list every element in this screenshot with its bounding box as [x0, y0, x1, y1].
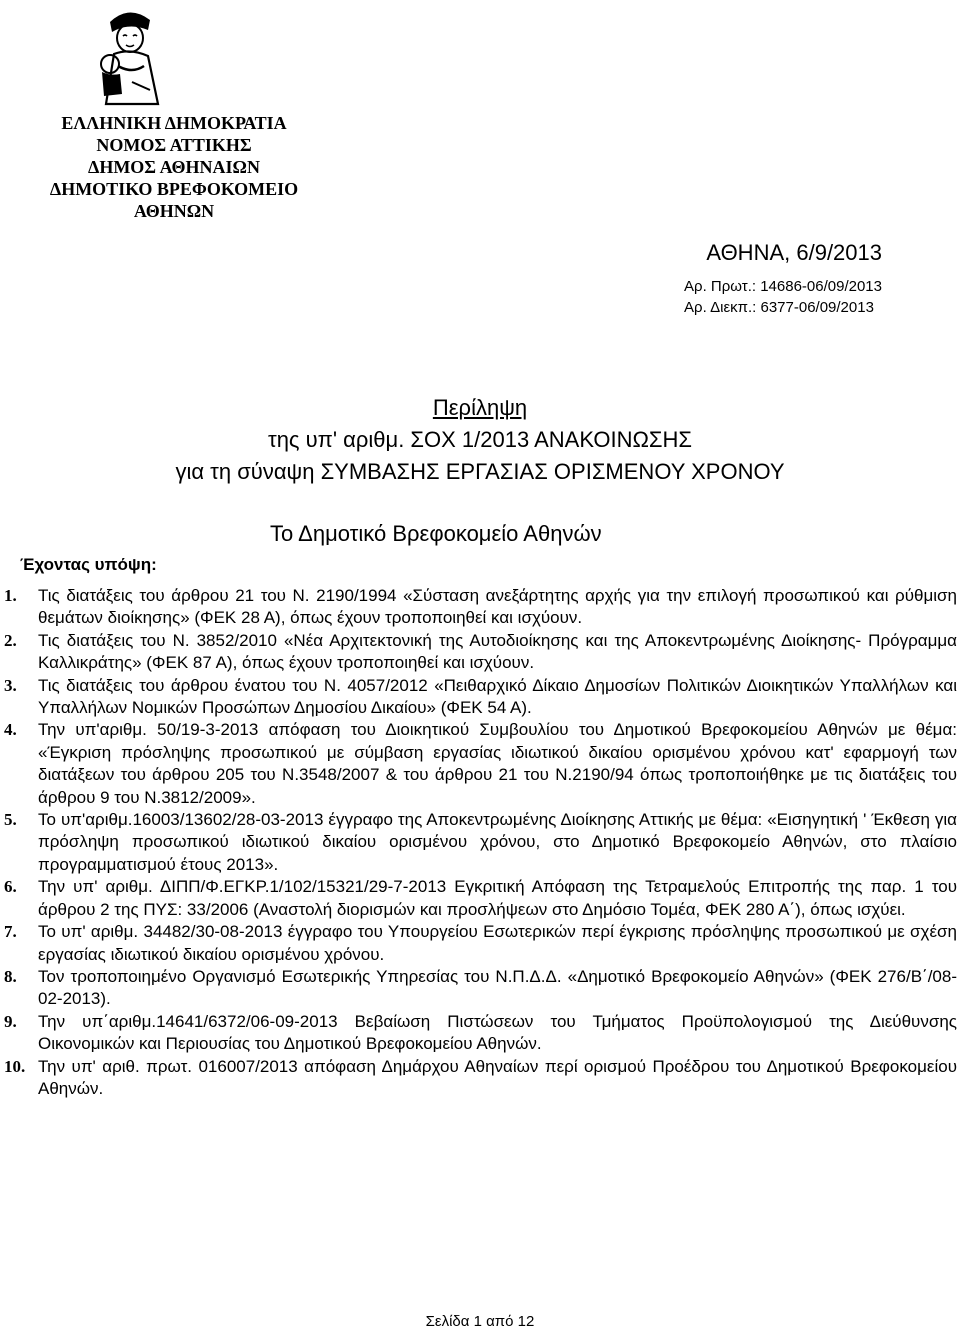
org-line: ΑΘΗΝΩΝ: [133, 201, 215, 221]
item-text: Την υπ' αριθμ. ΔΙΠΠ/Φ.ΕΓΚΡ.1/102/15321/29-7-2013 Εγκριτική Απόφαση της Τετραμελούς Επιτροπής της παρ. 1 του άρθρου 2 της ΠΥΣ: 33/2006 (Αναστολή διορισμών και προσλήψεων στο Δημόσιο Τομέα, ΦΕΚ 280 Α΄), όπως ισχύει.: [38, 877, 957, 919]
list-item: [0, 1056, 960, 1101]
item-text: Τις διατάξεις του άρθρου 21 του Ν. 2190/1994 «Σύσταση ανεξάρτητης αρχής για την επιλογή προσωπικού και ρύθμιση θεμάτων διοίκησης» (ΦΕΚ 28 Α), όπως έχουν τροποποιηθεί και ισχύουν.: [38, 586, 957, 628]
list-item: [0, 876, 960, 921]
org-line: ΕΛΛΗΝΙΚΗ ΔΗΜΟΚΡΑΤΙΑ: [61, 113, 287, 133]
list-item: [0, 966, 960, 1011]
given-heading: Έχοντας υπόψη:: [20, 555, 157, 574]
item-text: Την υπ'αριθμ. 50/19-3-2013 απόφαση του Διοικητικού Συμβουλίου του Δημοτικού Βρεφοκομείου Αθηνών με θέμα: «Έγκριση πρόσληψης προσωπικού με σύμβαση εργασίας ιδιωτικού δικαίου ορισμένου χρόνου κατ' εφαρμογή των διατάξεων του άρθρου 205 του Ν.3548/2007 & του άρθρου 21 του Ν.2190/94 όπως τροποποιήθηκε με τις διατάξεις του άρθρου 9 του Ν.3812/2009».: [38, 720, 957, 807]
org-line: ΔΗΜΟΣ ΑΘΗΝΑΙΩΝ: [88, 157, 260, 177]
item-text: Τις διατάξεις του Ν. 3852/2010 «Νέα Αρχιτεκτονική της Αυτοδιοίκησης και της Αποκεντρωμένης Διοίκησης- Πρόγραμμα Καλλικράτης» (ΦΕΚ 87 Α), όπως έχουν τροποποιηθεί και ισχύουν.: [38, 630, 957, 673]
item-number: 9.: [4, 1011, 17, 1031]
issuer-heading: Το Δημοτικό Βρεφοκομείο Αθηνών: [270, 521, 602, 546]
date-block: [678, 240, 882, 318]
item-number: 7.: [4, 922, 17, 942]
protocol-number: Αρ. Πρωτ.: 14686-06/09/2013: [684, 278, 882, 295]
summary-heading: [0, 392, 960, 488]
organization-header: [0, 112, 348, 222]
page-number: Σελίδα 1 από 12: [425, 1313, 535, 1330]
list-item: [0, 585, 960, 630]
nurse-with-child-logo: [92, 4, 166, 108]
item-number: 3.: [4, 675, 17, 695]
summary-subject: για τη σύναψη ΣΥΜΒΑΣΗΣ ΕΡΓΑΣΙΑΣ ΟΡΙΣΜΕΝΟΥ ΧΡΟΝΟΥ: [175, 459, 785, 484]
list-item: [0, 630, 960, 675]
item-text: Την υπ΄αριθμ.14641/6372/06-09-2013 Βεβαίωση Πιστώσεων του Τμήματος Προϋπολογισμού της Διεύθυνσης Οικονομικών και Περιουσίας του Δημοτικού Βρεφοκομείου Αθηνών.: [38, 1011, 957, 1054]
list-item: [0, 809, 960, 876]
org-line: ΝΟΜΟΣ ΑΤΤΙΚΗΣ: [96, 135, 252, 155]
item-text: Τον τροποποιημένο Οργανισμό Εσωτερικής Υπηρεσίας του Ν.Π.Δ.Δ. «Δημοτικό Βρεφοκομείο Αθηνών» (ΦΕΚ 276/Β΄/08-02-2013).: [38, 966, 957, 1009]
item-text: Τις διατάξεις του άρθρου ένατου του Ν. 4057/2012 «Πειθαρχικό Δίκαιο Δημοσίων Πολιτικών Διοικητικών Υπαλλήλων και Υπαλλήλων Νομικών Προσώπων Δημοσίου Δικαίου» (ΦΕΚ 54 Α).: [38, 675, 957, 718]
summary-title: Περίληψη: [432, 395, 528, 420]
item-text: Την υπ' αριθ. πρωτ. 016007/2013 απόφαση Δημάρχου Αθηναίων περί ορισμού Προέδρου του Δημοτικού Βρεφοκομείου Αθηνών.: [38, 1056, 957, 1098]
item-number: 8.: [4, 966, 17, 986]
item-number: 5.: [4, 810, 17, 830]
list-item: [0, 719, 960, 809]
item-number: 10.: [4, 1056, 26, 1076]
item-number: 1.: [4, 586, 17, 605]
list-item: [0, 675, 960, 720]
considerations-list: [0, 585, 960, 1100]
dispatch-number: Αρ. Διεκπ.: 6377-06/09/2013: [684, 299, 874, 316]
item-number: 2.: [4, 630, 17, 650]
item-text: Το υπ' αριθμ. 34482/30-08-2013 έγγραφο του Υπουργείου Εσωτερικών περί έγκρισης πρόσληψης προσωπικού με σχέση εργασίας ιδιωτικού δικαίου ορισμένου χρόνου.: [38, 922, 957, 964]
list-item: [0, 921, 960, 966]
item-number: 4.: [4, 720, 17, 740]
summary-subtitle: της υπ' αριθμ. ΣΟΧ 1/2013 ΑΝΑΚΟΙΝΩΣΗΣ: [268, 427, 692, 452]
document-date: ΑΘΗΝΑ, 6/9/2013: [706, 240, 882, 265]
list-item: [0, 1011, 960, 1056]
org-line: ΔΗΜΟΤΙΚΟ ΒΡΕΦΟΚΟΜΕΙΟ: [49, 179, 299, 199]
item-text: Το υπ'αριθμ.16003/13602/28-03-2013 έγγραφο της Αποκεντρωμένης Διοίκησης Αττικής με θέμα: «Εισηγητική ' Έκθεση για πρόσληψη προσωπικού ιδιωτικού δικαίου ορισμένου χρόνου, στο Δημοτικό Βρεφοκομείο Αθηνών, στο πλαίσιο προγραμματισμού έτους 2013».: [38, 810, 957, 874]
item-number: 6.: [4, 877, 17, 897]
